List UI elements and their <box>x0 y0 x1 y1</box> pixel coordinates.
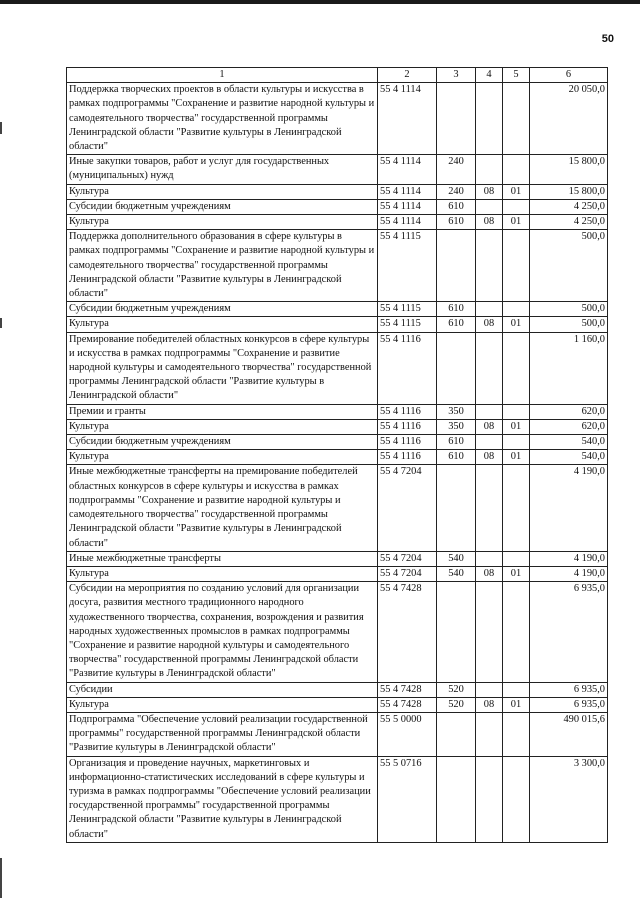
scan-margin-mark <box>0 318 2 328</box>
row-code-cell: 55 4 1115 <box>378 317 437 332</box>
row-name-cell: Иные межбюджетные трансферты на премирование победителей областных конкурсов в сфере культуры и искусства в рамках подпрограммы "Сохранение и развитие народной культуры и самодеятельного творчества" государственной программы Ленинградской области "Развитие культуры в Ленинградской области" <box>67 465 378 551</box>
row-expense-type-cell: 240 <box>437 184 476 199</box>
row-section-cell <box>476 582 503 682</box>
row-code-cell: 55 4 1116 <box>378 332 437 404</box>
row-subsection-cell <box>503 582 530 682</box>
row-expense-type-cell: 350 <box>437 419 476 434</box>
row-code-cell: 55 4 1116 <box>378 450 437 465</box>
row-subsection-cell <box>503 682 530 697</box>
row-subsection-cell: 01 <box>503 450 530 465</box>
row-section-cell <box>476 435 503 450</box>
row-name-cell: Иные межбюджетные трансферты <box>67 551 378 566</box>
row-section-cell <box>476 551 503 566</box>
row-code-cell: 55 4 1115 <box>378 230 437 302</box>
row-expense-type-cell: 610 <box>437 302 476 317</box>
row-expense-type-cell <box>437 756 476 842</box>
table-row <box>67 230 608 302</box>
row-subsection-cell <box>503 155 530 184</box>
row-amount-cell: 15 800,0 <box>530 184 608 199</box>
row-name-cell: Субсидии бюджетным учреждениям <box>67 302 378 317</box>
row-name-cell: Поддержка творческих проектов в области культуры и искусства в рамках подпрограммы "Сохранение и развитие народной культуры и самодеятельного творчества" государственной программы Ленинградской области "Развитие культуры в Ленинградской области" <box>67 83 378 155</box>
row-amount-cell: 4 190,0 <box>530 551 608 566</box>
row-name-cell: Культура <box>67 419 378 434</box>
table-row <box>67 155 608 184</box>
row-subsection-cell <box>503 756 530 842</box>
row-section-cell: 08 <box>476 184 503 199</box>
table-header-row <box>67 68 608 83</box>
table-row <box>67 712 608 756</box>
row-expense-type-cell <box>437 332 476 404</box>
row-amount-cell: 15 800,0 <box>530 155 608 184</box>
row-code-cell: 55 4 1116 <box>378 435 437 450</box>
row-name-cell: Премирование победителей областных конкурсов в сфере культуры и искусства в рамках подпрограммы "Сохранение и развитие народной культуры и самодеятельного творчества" государственной программы Ленинградской области "Развитие культуры в Ленинградской области" <box>67 332 378 404</box>
row-section-cell <box>476 682 503 697</box>
row-amount-cell: 4 250,0 <box>530 215 608 230</box>
row-name-cell: Субсидии бюджетным учреждениям <box>67 199 378 214</box>
row-section-cell <box>476 756 503 842</box>
row-section-cell <box>476 712 503 756</box>
row-section-cell <box>476 155 503 184</box>
table-row <box>67 682 608 697</box>
row-amount-cell: 3 300,0 <box>530 756 608 842</box>
row-code-cell: 55 5 0000 <box>378 712 437 756</box>
page-number: 50 <box>601 33 614 45</box>
table-row <box>67 302 608 317</box>
row-amount-cell: 540,0 <box>530 450 608 465</box>
row-name-cell: Культура <box>67 566 378 581</box>
row-code-cell: 55 4 1114 <box>378 83 437 155</box>
row-amount-cell: 620,0 <box>530 404 608 419</box>
table-row <box>67 184 608 199</box>
row-amount-cell: 540,0 <box>530 435 608 450</box>
row-amount-cell: 620,0 <box>530 419 608 434</box>
row-amount-cell: 4 250,0 <box>530 199 608 214</box>
row-section-cell <box>476 465 503 551</box>
row-expense-type-cell: 240 <box>437 155 476 184</box>
row-subsection-cell <box>503 230 530 302</box>
row-subsection-cell: 01 <box>503 697 530 712</box>
row-name-cell: Поддержка дополнительного образования в сфере культуры в рамках подпрограммы "Сохранение и развитие народной культуры и самодеятельного творчества" государственной программы Ленинградской области "Развитие культуры в Ленинградской области" <box>67 230 378 302</box>
row-section-cell <box>476 404 503 419</box>
row-section-cell: 08 <box>476 215 503 230</box>
row-section-cell: 08 <box>476 566 503 581</box>
row-name-cell: Подпрограмма "Обеспечение условий реализации государственной программы" государственной программы Ленинградской области "Развитие культуры в Ленинградской области" <box>67 712 378 756</box>
table-row <box>67 756 608 842</box>
scan-margin-mark <box>0 858 2 898</box>
row-subsection-cell: 01 <box>503 566 530 581</box>
row-code-cell: 55 4 7204 <box>378 566 437 581</box>
row-code-cell: 55 4 7428 <box>378 582 437 682</box>
row-expense-type-cell: 610 <box>437 199 476 214</box>
row-expense-type-cell: 520 <box>437 697 476 712</box>
row-code-cell: 55 4 1115 <box>378 302 437 317</box>
row-expense-type-cell <box>437 230 476 302</box>
table-row <box>67 332 608 404</box>
row-amount-cell: 4 190,0 <box>530 566 608 581</box>
row-subsection-cell <box>503 199 530 214</box>
row-section-cell <box>476 332 503 404</box>
row-section-cell <box>476 83 503 155</box>
row-code-cell: 55 4 7428 <box>378 697 437 712</box>
row-subsection-cell <box>503 712 530 756</box>
row-amount-cell: 490 015,6 <box>530 712 608 756</box>
table-row <box>67 83 608 155</box>
table-row <box>67 419 608 434</box>
row-subsection-cell <box>503 465 530 551</box>
row-subsection-cell <box>503 551 530 566</box>
row-expense-type-cell: 350 <box>437 404 476 419</box>
row-name-cell: Субсидии бюджетным учреждениям <box>67 435 378 450</box>
row-name-cell: Культура <box>67 450 378 465</box>
row-subsection-cell <box>503 404 530 419</box>
row-code-cell: 55 4 1114 <box>378 155 437 184</box>
row-expense-type-cell <box>437 465 476 551</box>
row-name-cell: Культура <box>67 697 378 712</box>
row-expense-type-cell <box>437 83 476 155</box>
row-section-cell: 08 <box>476 419 503 434</box>
table-row <box>67 404 608 419</box>
table-row <box>67 566 608 581</box>
row-section-cell <box>476 199 503 214</box>
column-header-code: 2 <box>378 68 437 83</box>
row-code-cell: 55 4 7428 <box>378 682 437 697</box>
row-name-cell: Иные закупки товаров, работ и услуг для государственных (муниципальных) нужд <box>67 155 378 184</box>
column-header-subsection: 5 <box>503 68 530 83</box>
row-name-cell: Субсидии на мероприятия по созданию условий для организации досуга, развития местного традиционного народного художественного творчества, сохранения, возрождения и развития народных художественных промыслов в рамках подпрограммы "Сохранение и развитие народной культуры и самодеятельного творчества" государственной программы Ленинградской области "Развитие культуры в Ленинградской области" <box>67 582 378 682</box>
row-name-cell: Культура <box>67 215 378 230</box>
row-subsection-cell <box>503 83 530 155</box>
row-subsection-cell <box>503 435 530 450</box>
row-amount-cell: 500,0 <box>530 302 608 317</box>
row-expense-type-cell: 610 <box>437 317 476 332</box>
row-expense-type-cell <box>437 582 476 682</box>
row-amount-cell: 1 160,0 <box>530 332 608 404</box>
table-row <box>67 435 608 450</box>
row-name-cell: Организация и проведение научных, маркетинговых и информационно-статистических исследований в сфере культуры и туризма в рамках подпрограммы "Обеспечение условий реализации государственной программы" государственной программы Ленинградской области "Развитие культуры в Ленинградской области" <box>67 756 378 842</box>
row-section-cell: 08 <box>476 697 503 712</box>
table-row <box>67 697 608 712</box>
row-section-cell: 08 <box>476 317 503 332</box>
row-amount-cell: 500,0 <box>530 317 608 332</box>
top-border-rule <box>0 0 640 4</box>
row-code-cell: 55 4 7204 <box>378 465 437 551</box>
row-section-cell <box>476 230 503 302</box>
row-expense-type-cell: 610 <box>437 450 476 465</box>
row-code-cell: 55 5 0716 <box>378 756 437 842</box>
row-subsection-cell <box>503 332 530 404</box>
table-row <box>67 582 608 682</box>
table-row <box>67 551 608 566</box>
table-row <box>67 465 608 551</box>
row-expense-type-cell: 520 <box>437 682 476 697</box>
row-subsection-cell <box>503 302 530 317</box>
row-name-cell: Культура <box>67 184 378 199</box>
row-name-cell: Культура <box>67 317 378 332</box>
table-row <box>67 215 608 230</box>
row-amount-cell: 20 050,0 <box>530 83 608 155</box>
row-expense-type-cell: 610 <box>437 435 476 450</box>
row-amount-cell: 500,0 <box>530 230 608 302</box>
row-code-cell: 55 4 1116 <box>378 419 437 434</box>
row-subsection-cell: 01 <box>503 215 530 230</box>
row-code-cell: 55 4 1114 <box>378 184 437 199</box>
table-row <box>67 317 608 332</box>
row-amount-cell: 6 935,0 <box>530 682 608 697</box>
row-subsection-cell: 01 <box>503 419 530 434</box>
row-amount-cell: 4 190,0 <box>530 465 608 551</box>
table-row <box>67 450 608 465</box>
row-name-cell: Субсидии <box>67 682 378 697</box>
row-section-cell: 08 <box>476 450 503 465</box>
row-code-cell: 55 4 7204 <box>378 551 437 566</box>
row-amount-cell: 6 935,0 <box>530 697 608 712</box>
row-expense-type-cell: 540 <box>437 551 476 566</box>
column-header-expense-type: 3 <box>437 68 476 83</box>
table-row <box>67 199 608 214</box>
budget-table <box>66 67 608 843</box>
column-header-section: 4 <box>476 68 503 83</box>
row-amount-cell: 6 935,0 <box>530 582 608 682</box>
row-expense-type-cell: 540 <box>437 566 476 581</box>
row-subsection-cell: 01 <box>503 184 530 199</box>
row-expense-type-cell <box>437 712 476 756</box>
row-section-cell <box>476 302 503 317</box>
row-subsection-cell: 01 <box>503 317 530 332</box>
row-code-cell: 55 4 1116 <box>378 404 437 419</box>
row-code-cell: 55 4 1114 <box>378 199 437 214</box>
row-name-cell: Премии и гранты <box>67 404 378 419</box>
row-code-cell: 55 4 1114 <box>378 215 437 230</box>
scan-margin-mark <box>0 122 2 134</box>
column-header-amount: 6 <box>530 68 608 83</box>
row-expense-type-cell: 610 <box>437 215 476 230</box>
column-header-name: 1 <box>67 68 378 83</box>
